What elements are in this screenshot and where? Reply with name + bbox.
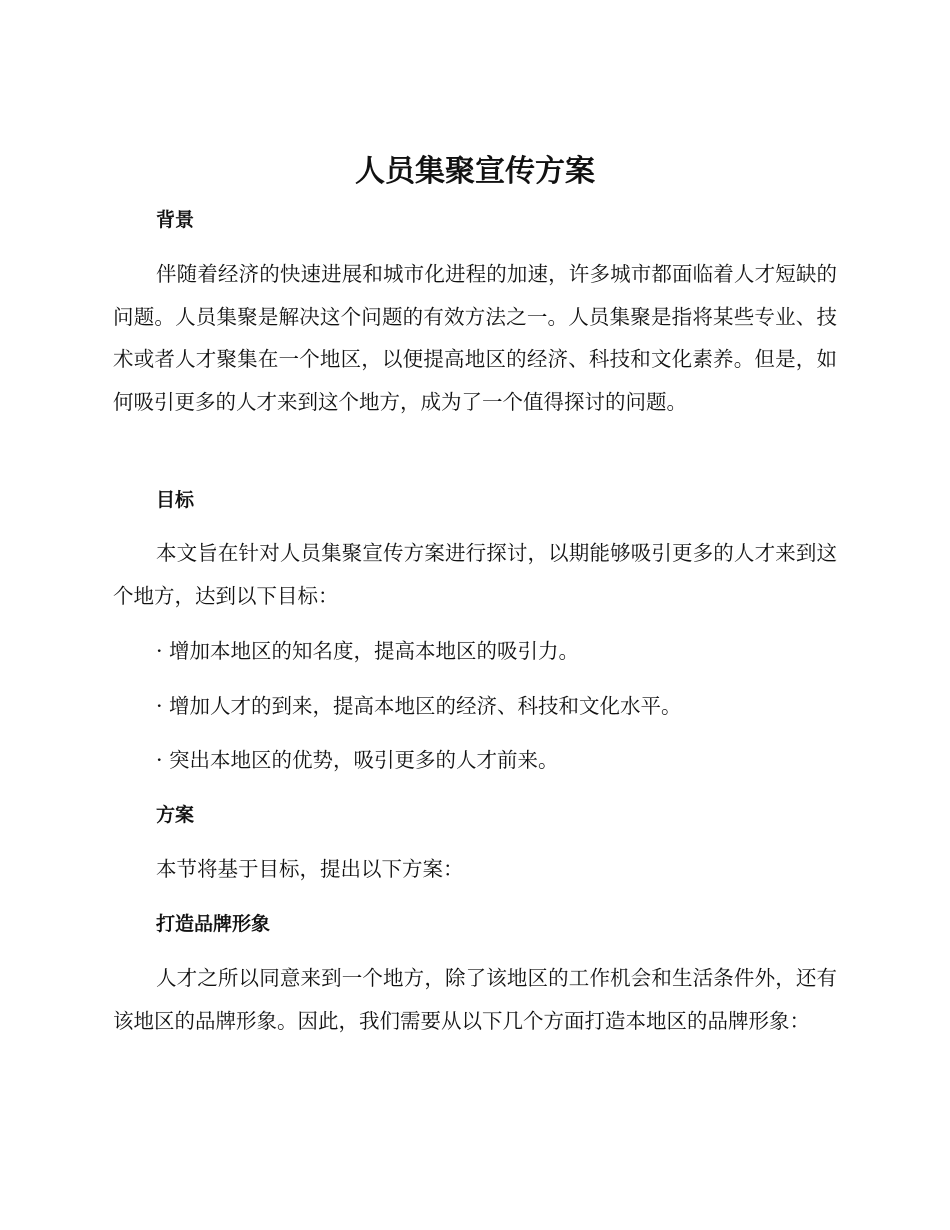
- paragraph-plan: 本节将基于目标，提出以下方案：: [156, 857, 464, 881]
- paragraph-goals: 本文旨在针对人员集聚宣传方案进行探讨，以期能够吸引更多的人才来到这个地方，达到以下目标：: [113, 541, 837, 608]
- goal-bullet-3: · 突出本地区的优势，吸引更多的人才前来。: [156, 748, 559, 772]
- goal-bullet-1: · 增加本地区的知名度，提高本地区的吸引力。: [156, 639, 580, 663]
- heading-background: 背景: [156, 209, 195, 231]
- heading-goals: 目标: [156, 489, 195, 511]
- document-title: 人员集聚宣传方案: [355, 154, 595, 189]
- heading-brand: 打造品牌形象: [156, 913, 271, 935]
- paragraph-background: 伴随着经济的快速进展和城市化进程的加速，许多城市都面临着人才短缺的问题。人员集聚是解决这个问题的有效方法之一。人员集聚是指将某些专业、技术或者人才聚集在一个地区，以便提高地区的经济、科技和文化素养。但是，如何吸引更多的人才来到这个地方，成为了一个值得探讨的问题。: [113, 262, 837, 414]
- document-page: [113, 0, 837, 1230]
- paragraph-brand: 人才之所以同意来到一个地方，除了该地区的工作机会和生活条件外，还有该地区的品牌形象。因此，我们需要从以下几个方面打造本地区的品牌形象：: [113, 966, 837, 1033]
- heading-plan: 方案: [156, 804, 195, 826]
- goal-bullet-2: · 增加人才的到来，提高本地区的经济、科技和文化水平。: [156, 694, 682, 718]
